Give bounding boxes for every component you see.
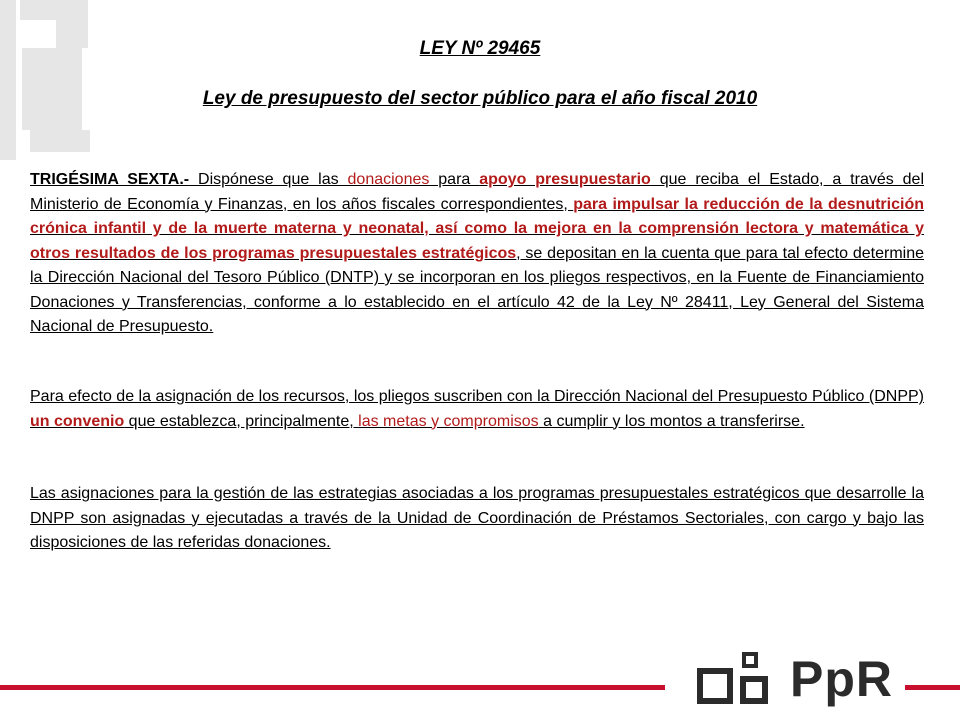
footer-divider-right [905,685,960,690]
logo-square-icon [742,652,758,668]
highlight-text: donaciones [347,171,430,188]
highlight-text: para impulsar la reducción de la desnutrición crónica infantil y de la muerte materna y neonatal, así como la mejora en la comprensión lectora y matemática y otros resultados de los programas presupuestales estratégicos [30,195,924,262]
decorative-corner-shape [0,0,16,160]
paragraph-text: que reciba el Estado, a través del Ministerio de Economía y Finanzas, en los años fiscales correspondientes, [30,171,925,213]
paragraph-text: Dispónese que las [189,171,348,188]
highlight-text: un convenio [30,412,125,430]
paragraph-text: para [429,171,480,188]
paragraph-asignacion-recursos [30,385,924,434]
highlight-text: apoyo presupuestario [479,171,651,188]
law-title-heading: Ley de presupuesto del sector público para el año fiscal 2010 [202,88,758,109]
paragraph-text: , se depositan en la cuenta que para tal efecto determine la Dirección Nacional del Tesoro Público (DNTP) y se incorporan en los pliegos respectivos, en la Fuente de Financiamiento Donaciones y Transferencias, conforme a lo establecido en el artículo 42 de la Ley Nº 28411, Ley General del Sistema Nacional de Presupuesto. [30,244,925,335]
paragraph-text: que establezca, principalmente, [124,412,359,430]
paragraph-asignaciones-gestion [30,482,924,556]
highlight-text: las metas y compromisos [358,412,539,430]
paragraph-text: Las asignaciones para la gestión de las estrategias asociadas a los programas presupuestales estratégicos que desarrolle la DNPP son asignadas y ejecutadas a través de la Unidad de Coordinación de Préstamos Sectoriales, con cargo y bajo las disposiciones de las referidas donaciones. [30,485,924,551]
paragraph-trigesima-sexta [30,168,924,340]
paragraph-text: a cumplir y los montos a transferirse. [538,412,805,430]
decorative-corner-shape [20,0,88,20]
footer-divider-left [0,685,665,690]
paragraph-text: Para efecto de la asignación de los recursos, los pliegos suscriben con la Dirección Nacional del Presupuesto Público (DNPP) [30,388,924,405]
law-number-heading: LEY Nº 29465 [419,38,541,59]
logo-square-icon [740,676,768,704]
decorative-corner-shape [30,130,90,152]
logo-text: PpR [790,651,893,707]
logo-square-icon [697,668,733,704]
clause-label: TRIGÉSIMA SEXTA.- [30,171,190,188]
